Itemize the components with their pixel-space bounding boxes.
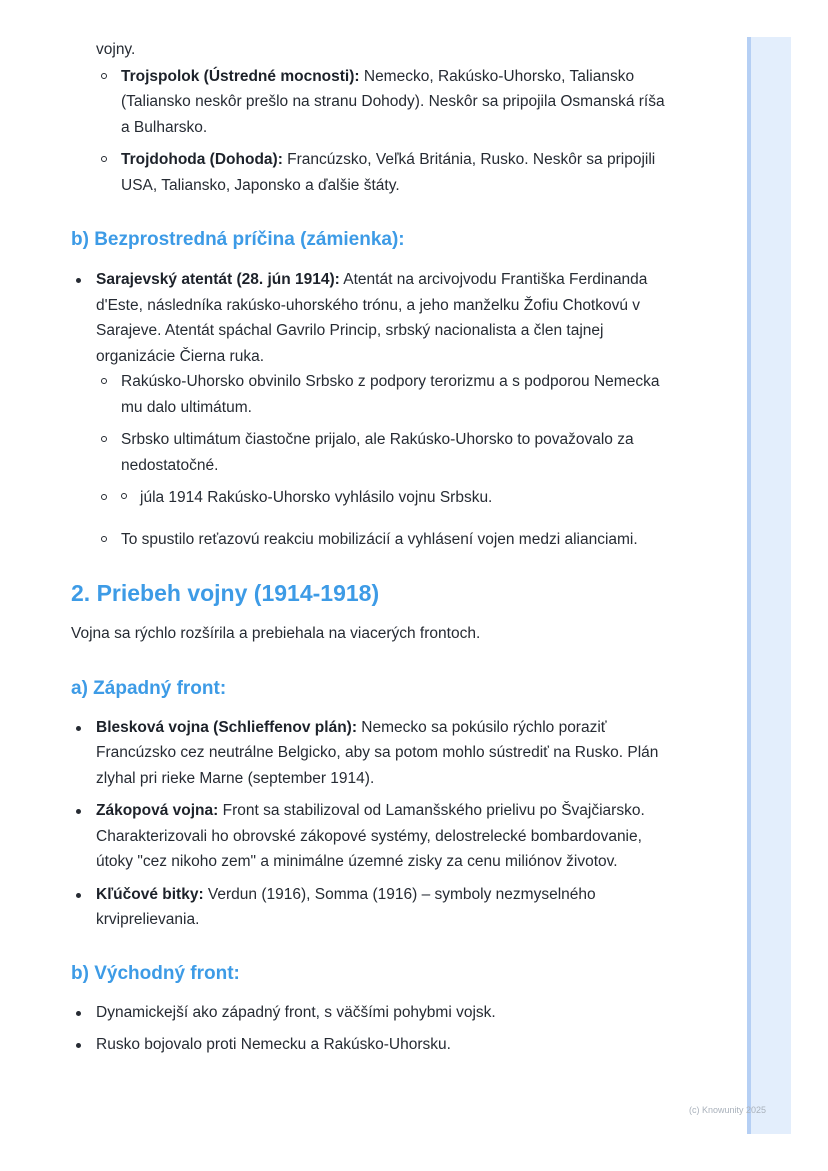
section-heading-eastern-front: b) Východný front: — [71, 962, 240, 984]
copyright-footer: (c) Knowunity 2025 — [689, 1105, 767, 1115]
continued-text: vojny. — [96, 41, 136, 58]
list-item: Blesková vojna (Schlieffenov plán): Nemecko sa pokúsilo rýchlo poraziť Francúzsko cez neutrálne Belgicko, aby sa potom mohlo sústrediť na Rusko. Plán zlyhal pri rieke Marne (september 1914). — [71, 715, 671, 792]
list-item: Rusko bojovalo proti Nemecku a Rakúsko-Uhorsku. — [71, 1032, 671, 1058]
list-item: To spustilo reťazovú reakciu mobilizácií a vyhlásení vojen medzi alianciami. — [96, 527, 671, 553]
cause-sublist — [96, 369, 671, 552]
alliances-list — [96, 64, 671, 199]
document-content — [71, 37, 671, 1058]
western-front-list — [71, 715, 671, 933]
eastern-front-list — [71, 1000, 671, 1058]
section-intro: Vojna sa rýchlo rozšírila a prebiehala na viacerých frontoch. — [71, 625, 481, 642]
section-heading-cause: b) Bezprostredná príčina (zámienka): — [71, 229, 405, 250]
list-item: Rakúsko-Uhorsko obvinilo Srbsko z podpory terorizmu a s podporou Nemecka mu dalo ultimátum. — [96, 369, 671, 420]
section-heading-western-front: a) Západný front: — [71, 677, 227, 699]
list-item: Trojspolok (Ústredné mocnosti): Nemecko, Rakúsko-Uhorsko, Taliansko (Taliansko neskôr prešlo na stranu Dohody). Neskôr sa pripojila Osmanská ríša a Bulharsko. — [96, 64, 671, 141]
section-heading-course: 2. Priebeh vojny (1914-1918) — [71, 580, 380, 606]
list-item: Trojdohoda (Dohoda): Francúzsko, Veľká Británia, Rusko. Neskôr sa pripojili USA, Taliansko, Japonsko a ďalšie štáty. — [96, 147, 671, 198]
list-item: Sarajevský atentát (28. jún 1914): Atentát na arcivojvodu Františka Ferdinanda d'Este, následníka rakúsko-uhorského trónu, a jeho manželku Žofiu Chotkovú v Sarajeve. Atentát spáchal Gavrilo Princip, srbský nacionalista a člen tajnej organizácie Čierna ruka. — [71, 267, 671, 369]
nested-bullet-icon — [121, 493, 127, 499]
list-item: Srbsko ultimátum čiastočne prijalo, ale Rakúsko-Uhorsko to považovalo za nedostatočné. — [96, 427, 671, 478]
page-sidebar — [747, 37, 791, 1134]
list-item: Kľúčové bitky: Verdun (1916), Somma (1916) – symboly nezmyselného krviprelievania. — [71, 882, 671, 933]
list-item: júla 1914 Rakúsko-Uhorsko vyhlásilo vojnu Srbsku. — [96, 485, 671, 511]
list-item: Zákopová vojna: Front sa stabilizoval od Lamanšského prielivu po Švajčiarsko. Charakterizovali ho obrovské zákopové systémy, delostrelecké bombardovanie, útoky "cez nikoho zem" a minimálne územné zisky za cenu miliónov životov. — [71, 798, 671, 875]
list-item: Dynamickejší ako západný front, s väčšími pohybmi vojsk. — [71, 1000, 671, 1026]
cause-list — [71, 267, 671, 369]
